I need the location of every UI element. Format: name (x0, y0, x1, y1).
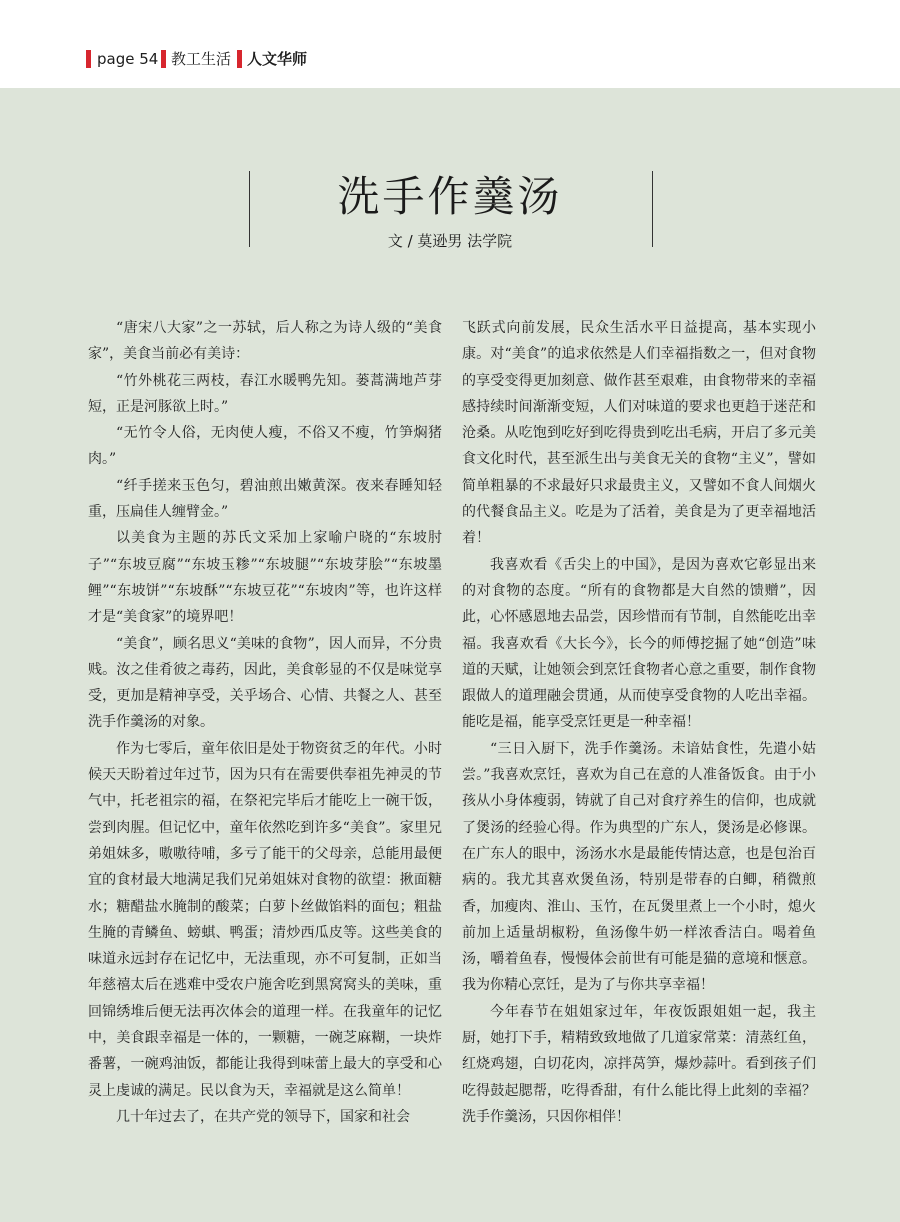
paragraph: “纤手搓来玉色匀，碧油煎出嫩黄深。夜来春睡知轻重，压扁佳人缠臂金。” (88, 477, 442, 521)
paragraph: “三日入厨下，洗手作羹汤。未谙姑食性，先遣小姑尝。”我喜欢烹饪，喜欢为自己在意的人准备饭食。由于小孩从小身体瘦弱，铸就了自己对食疗养生的信仰，也成就了煲汤的经验心得。作为典型的广东人，煲汤是必修课。在广东人的眼中，汤汤水水是最能传情达意，也是包治百病的。我尤其喜欢煲鱼汤，特别是带春的白鲫，稍微煎香，加瘦肉、淮山、玉竹，在瓦煲里煮上一个小时，熄火前加上适量胡椒粉，鱼汤像牛奶一样浓香洁白。喝着鱼汤，嚼着鱼春，慢慢体会前世有可能是猫的意境和惬意。我为你精心烹饪，是为了与你共享幸福！ (462, 740, 816, 994)
paragraph: 今年春节在姐姐家过年，年夜饭跟姐姐一起，我主厨，她打下手，精精致致地做了几道家常菜：清蒸红鱼，红烧鸡翅，白切花肉，凉拌莴笋，爆炒蒜叶。看到孩子们吃得鼓起腮帮，吃得香甜，有什么能比得上此刻的幸福？洗手作羹汤，只因你相伴！ (462, 1003, 816, 1125)
article-right-column (462, 315, 816, 1130)
article-title: 洗手作羹汤 (337, 172, 563, 221)
paragraph: 我喜欢看《舌尖上的中国》，是因为喜欢它彰显出来的对食物的态度。“所有的食物都是大自然的馈赠”，因此，心怀感恩地去品尝，因珍惜而有节制，自然能吃出幸福。我喜欢看《大长今》，长今的师傅挖掘了她“创造”味道的天赋，让她领会到烹饪食物者心意之重要，制作食物跟做人的道理融会贯通，从而使享受食物的人吃出幸福。能吃是福，能享受烹饪更是一种幸福！ (462, 556, 816, 731)
paragraph: “唐宋八大家”之一苏轼，后人称之为诗人级的“美食家”，美食当前必有美诗： (88, 320, 442, 363)
article-byline: 文 / 莫逊男 法学院 (387, 232, 513, 250)
paragraph: “美食”，顾名思义“美味的食物”，因人而异，不分贵贱。汝之佳肴彼之毒药，因此，美食彰显的不仅是味觉享受，更加是精神享受，关乎场合、心情、共餐之人、甚至洗手作羹汤的对象。 (88, 635, 442, 731)
paragraph: “竹外桃花三两枝，春江水暖鸭先知。蒌蒿满地芦芽短，正是河豚欲上时。” (88, 372, 442, 415)
section-name: 教工生活 (171, 50, 232, 68)
paragraph: 作为七零后，童年依旧是处于物资贫乏的年代。小时候天天盼着过年过节，因为只有在需要供奉祖先神灵的节气中，托老祖宗的福，在祭祀完毕后才能吃上一碗干饭，尝到肉腥。但记忆中，童年依然吃到许多“美食”。家里兄弟姐妹多，嗷嗷待哺，多亏了能干的父母亲，总能用最便宜的食材最大地满足我们兄弟姐妹对食物的欲望：揪面糖水；糖醋盐水腌制的酸菜；白萝卜丝做馅料的面包；粗盐生腌的青鳞鱼、螃蜞、鸭蛋；清炒西瓜皮等。这些美食的味道永远封存在记忆中，无法重现，亦不可复制，正如当年慈禧太后在逃难中受农户施舍吃到黑窝窝头的美味，重回锦绣堆后便无法再次体会的道理一样。在我童年的记忆中，美食跟幸福是一体的，一颗糖，一碗芝麻糊，一块炸番薯，一碗鸡油饭，都能让我得到味蕾上最大的享受和心灵上虔诚的满足。民以食为天，幸福就是这么简单！ (88, 740, 442, 1099)
header-red-bar (86, 50, 91, 68)
paragraph: “无竹令人俗，无肉使人瘦，不俗又不瘦，竹笋焖猪肉。” (88, 425, 442, 468)
article-left-column (88, 315, 442, 1130)
paragraph: 几十年过去了，在共产党的领导下，国家和社会 (116, 1108, 410, 1125)
page-number: page 54 (97, 50, 159, 68)
title-right-rule (652, 171, 653, 247)
page-header (0, 0, 900, 88)
paragraph: 飞跃式向前发展，民众生活水平日益提高，基本实现小康。对“美食”的追求依然是人们幸福指数之一，但对食物的享受变得更加刻意、做作甚至艰难，由食物带来的幸福感持续时间渐渐变短，人们对味道的要求也更趋于迷茫和沧桑。从吃饱到吃好到吃得贵到吃出毛病，开启了多元美食文化时代，甚至派生出与美食无关的食物“主义”，譬如简单粗暴的不求最好只求最贵主义，又譬如不食人间烟火的代餐食品主义。吃是为了活着，美食是为了更幸福地活着！ (462, 320, 816, 547)
column-name: 人文华师 (247, 50, 308, 68)
paragraph: 以美食为主题的苏氏文采加上家喻户晓的“东坡肘子”“东坡豆腐”“东坡玉糁”“东坡腿”“东坡芽脍”“东坡墨鲤”“东坡饼”“东坡酥”“东坡豆花”“东坡肉”等，也许这样才是“美食家”的境界吧！ (88, 530, 442, 626)
header-red-bar (237, 50, 242, 68)
header-red-bar (161, 50, 166, 68)
